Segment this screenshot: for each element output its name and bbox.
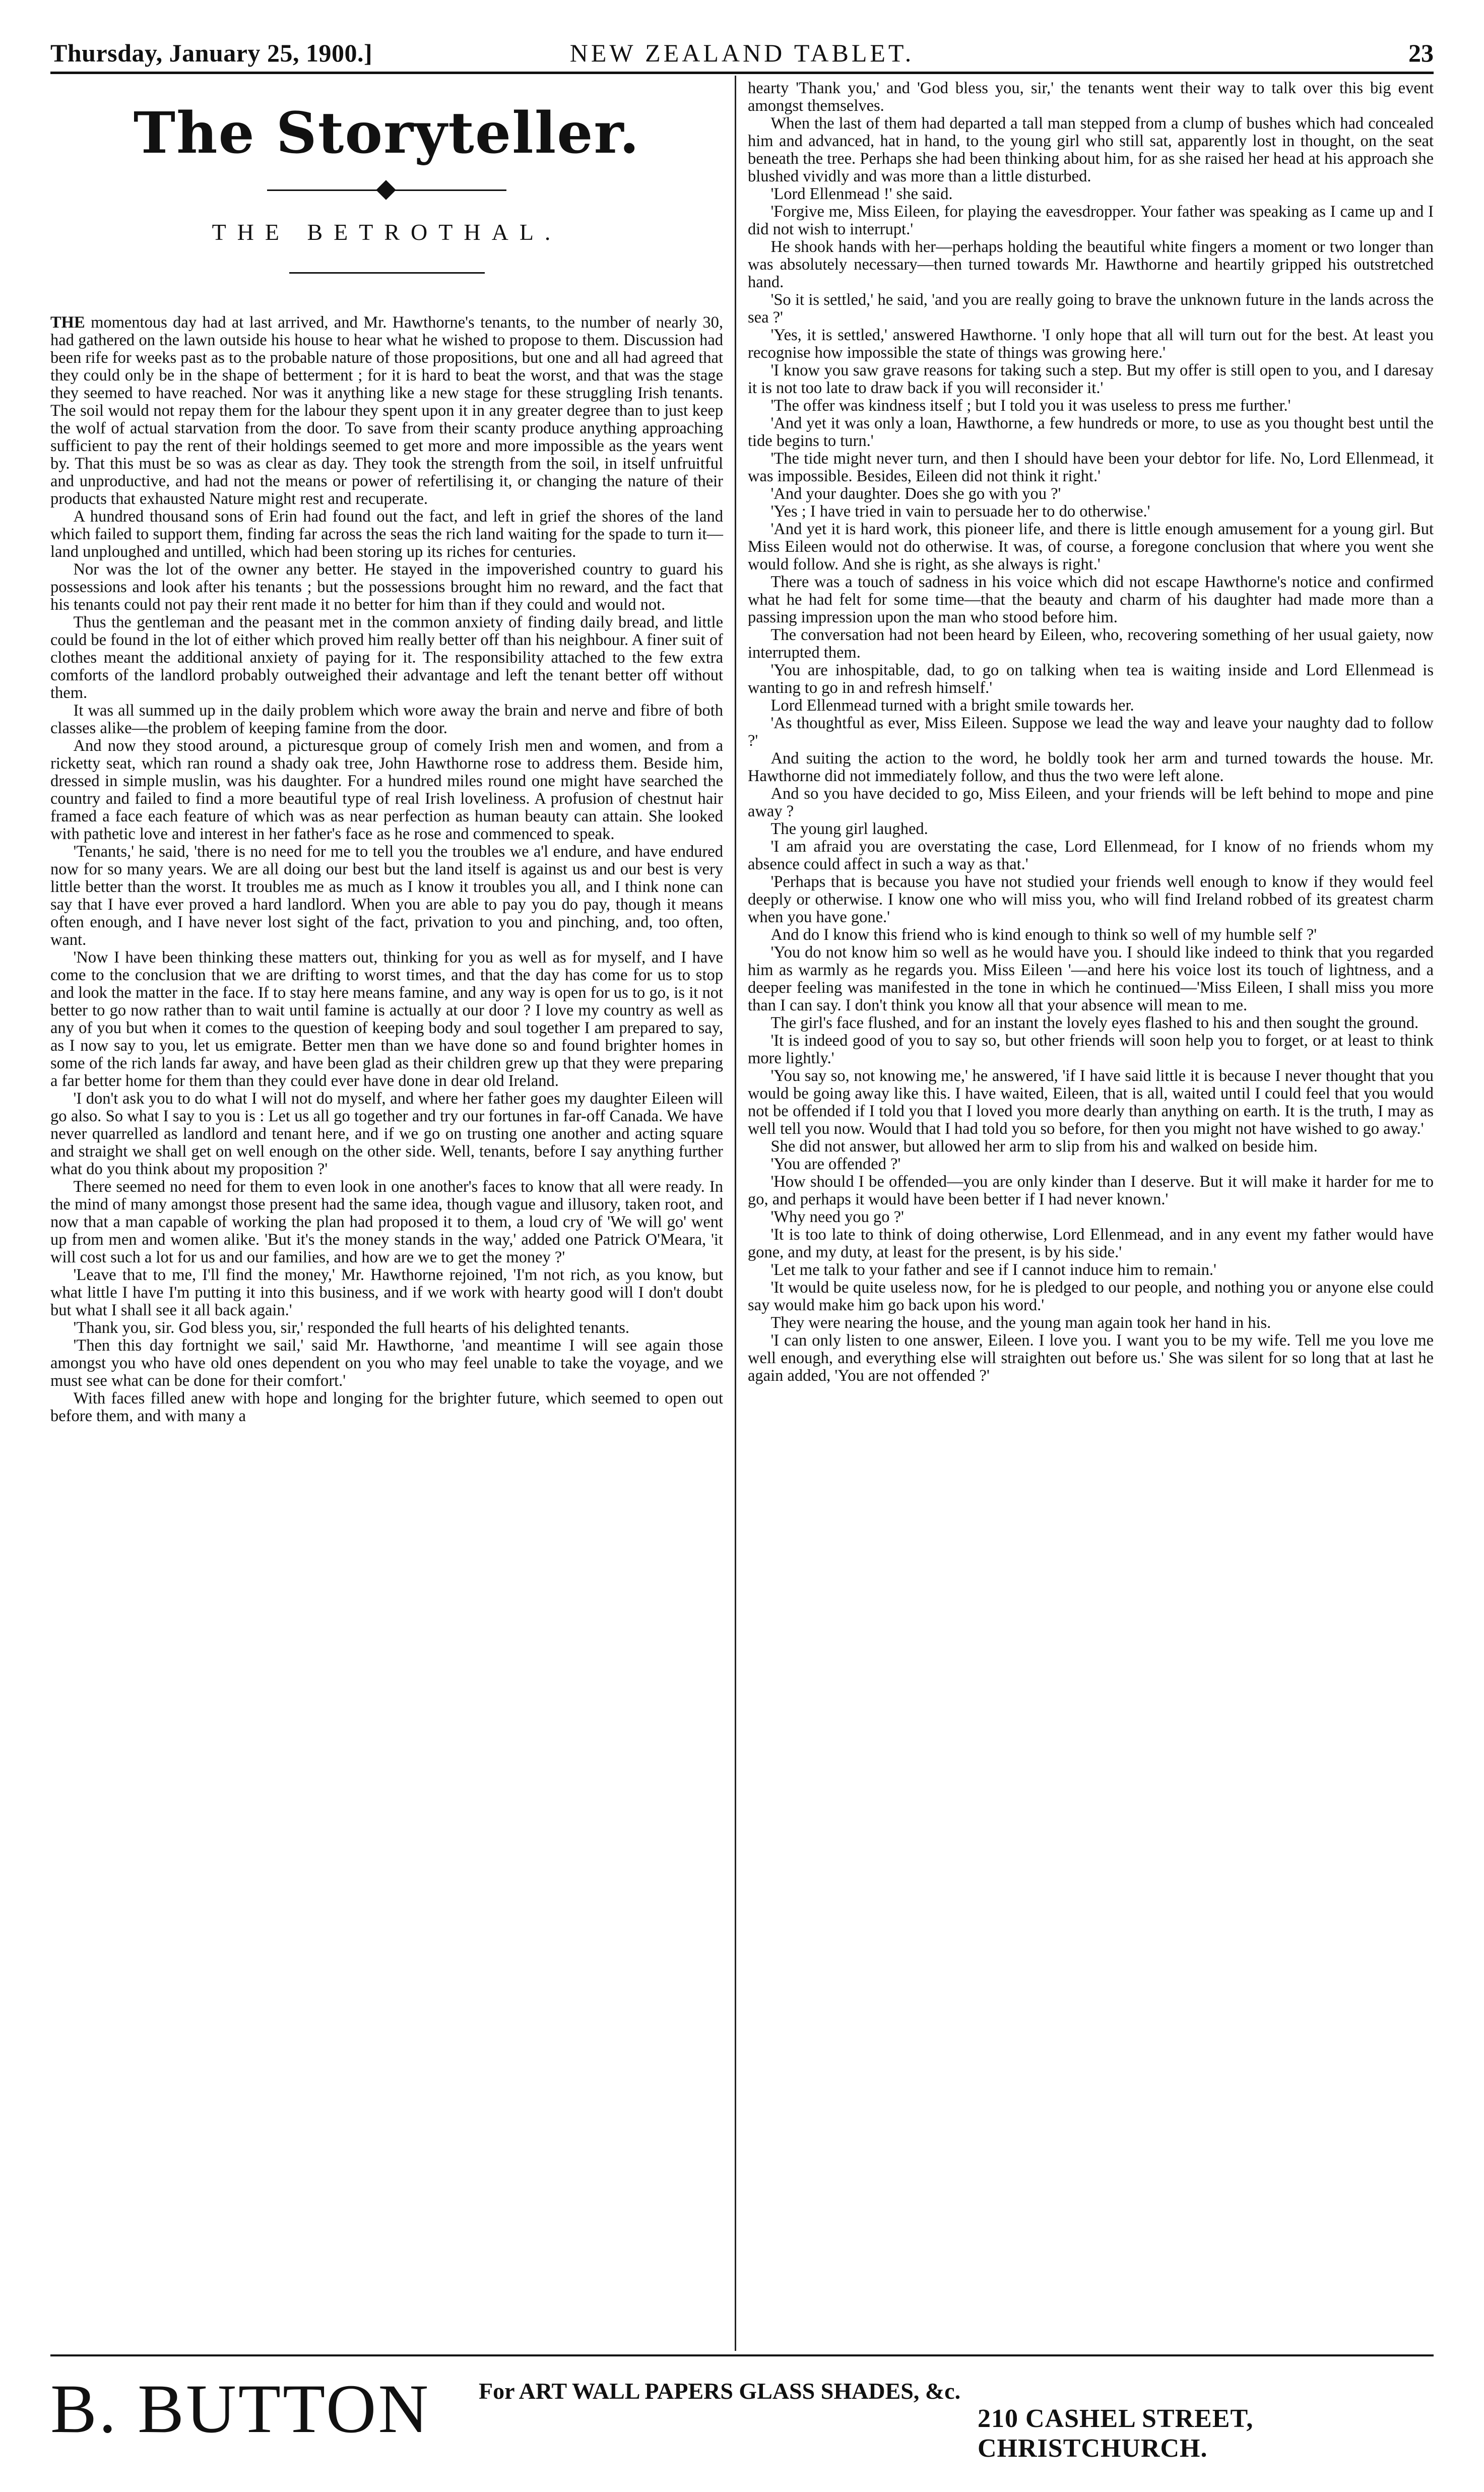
paragraph: They were nearing the house, and the young man again took her hand in his.	[770, 1314, 1271, 1332]
paragraph: 'Tenants,' he said, 'there is no need for me to tell you the troubles we a'l endure, and have endured now for so many years. We are all doing our best but the land itself is against us and our best is very little better than the worst. It troubles me as much as I know it troubles you all, and I think none can say that I have ever proved a hard landlord. When you are able to pay you do pay, though it means often enough, and I have never lost sight of the fact, privation to you and pinching, and, too often, want.	[50, 843, 723, 949]
paragraph: 'Yes ; I have tried in vain to persuade her to do otherwise.'	[770, 502, 1150, 521]
paragraph: 'As thoughtful as ever, Miss Eileen. Suppose we lead the way and leave your naughty dad to follow ?'	[748, 714, 1434, 750]
paragraph: 'Perhaps that is because you have not studied your friends well enough to know if they would feel deeply or otherwise. I know one who will miss you, who will find Ireland robbed of its greatest charm when you have gone.'	[748, 873, 1434, 926]
ornament-rule	[50, 175, 723, 206]
page-number: 23	[1408, 39, 1434, 67]
paragraph: 'It would be quite useless now, for he is pledged to our people, and nothing you or anyone else could say would make him go back upon his word.'	[748, 1279, 1434, 1314]
right-column-text	[748, 80, 1434, 1385]
left-column	[50, 76, 723, 1425]
advertisement	[50, 2363, 1434, 2464]
paragraph: With faces filled anew with hope and longing for the brighter future, which seemed to open out before them, and with many a	[50, 1389, 723, 1425]
footer-rule	[50, 2354, 1434, 2356]
paragraph: 'And your daughter. Does she go with you ?'	[770, 485, 1061, 503]
column-divider	[735, 76, 736, 2351]
paragraph: 'Now I have been thinking these matters out, thinking for you as well as for myself, and I have come to the conclusion that we are drifting to worst times, and that the day has come for us to stop and look the matter in the face. If to stay here means famine, and any way is open for us to go, is it not better to go now rather than to wait until famine is actually at our door ? I love my country as well as any of you but when it comes to the question of keeping body and soul together I am prepared to say, as I now say to you, let us emigrate. Better men than we have done so and found brighter homes in some of the rich lands far away, and have been glad as their children grew up that they were preparing a far better home for them than they could ever have done in dear old Ireland.	[50, 948, 723, 1090]
title-rule	[289, 272, 485, 274]
paragraph: And do I know this friend who is kind enough to think so well of my humble self ?'	[770, 926, 1317, 944]
paragraph: 'I know you saw grave reasons for taking such a step. But my offer is still open to you, and I daresay it is not too late to draw back if you will reconsider it.'	[748, 361, 1434, 397]
paragraph: 'And yet it is hard work, this pioneer life, and there is little enough amusement for a young girl. But Miss Eileen would not do otherwise. It was, of course, a foregone conclusion that where you went she would follow. And she is right, as she always is right.'	[748, 520, 1434, 573]
paragraph-text: momentous day had at last arrived, and Mr. Hawthorne's tenants, to the number of nearly 30, had gathered on the lawn outside his house to hear what he wished to propose to them. Discussion had been rife for weeks past as to the probable nature of those propositions, but one and all had agreed that they could only be in the shape of betterment ; for it is hard to beat the worst, and that was the stage they seemed to have reached. Nor was it anything like a new stage for these struggling Irish tenants. The soil would not repay them for the labour they spent upon it in any greater degree than to just keep the wolf of actual starvation from the door. To save from their scanty produce anything approaching sufficient to pay the rent of their holdings seemed to get more and more impossible as the years went by. That this must be so was as clear as day. They took the strength from the soil, in itself unfruitful and unproductive, and had not the means or power of refertilising it, or changing the nature of their products that exhausted Nature might rest and recuperate.	[50, 313, 724, 508]
right-column	[748, 80, 1434, 1385]
paragraph: 'Leave that to me, I'll find the money,' Mr. Hawthorne rejoined, 'I'm not rich, as you know, but what little I have I'm putting it into this business, and if we work with hearty good will I don't doubt but what I shall see it all back again.'	[50, 1266, 723, 1319]
lead-word: THE	[50, 313, 85, 332]
paragraph: 'Thank you, sir. God bless you, sir,' responded the full hearts of his delighted tenants.	[73, 1319, 629, 1337]
paragraph: 'Lord Ellenmead !' she said.	[770, 185, 953, 203]
paragraph: Nor was the lot of the owner any better. He stayed in the impoverished country to guard his possessions and look after his tenants ; but the possessions brought him no reward, and the fact that his tenants could not pay their rent made it no better for him than if they could and would not.	[50, 560, 723, 614]
paragraph: There seemed no need for them to even look in one another's faces to know that all were ready. In the mind of many amongst those present had the same idea, though vague and illusory, taken root, and now that a man capable of working the plan had proposed it to them, a loud cry of 'We will go' went up from men and women alike. 'But it's the money stands in the way,' added one Patrick O'Meara, 'it will cost such a lot for us and our families, and how are we to get the money ?'	[50, 1178, 723, 1266]
paragraph: 'You are offended ?'	[770, 1155, 901, 1173]
paragraph: 'I can only listen to one answer, Eileen. I love you. I want you to be my wife. Tell me you love me well enough, and everything else will straighten out before us.' She was silent for so long that at last he again added, 'You are not offended ?'	[748, 1331, 1434, 1385]
paragraph: He shook hands with her—perhaps holding the beautiful white fingers a moment or two longer than was absolutely necessary—then turned towards Mr. Hawthorne and heartily gripped his outstretched hand.	[748, 238, 1434, 291]
story-title: THE BETROTHAL.	[212, 219, 562, 245]
paragraph: And so you have decided to go, Miss Eileen, and your friends will be left behind to mope and pine away ?	[748, 785, 1434, 820]
paragraph: The girl's face flushed, and for an instant the lovely eyes flashed to his and then sought the ground.	[770, 1014, 1419, 1032]
paragraph: 'It is too late to think of doing otherwise, Lord Ellenmead, and in any event my father would have gone, and my duty, at least for the present, is by his side.'	[748, 1226, 1434, 1261]
running-head	[50, 29, 1434, 75]
paragraph: There was a touch of sadness in his voice which did not escape Hawthorne's notice and confirmed what he had felt for some time—that the beauty and charm of his daughter had made more than a passing impression upon the man who stood before him.	[748, 573, 1434, 626]
paragraph: 'Forgive me, Miss Eileen, for playing the eavesdropper. Your father was speaking as I came up and I did not wish to interrupt.'	[748, 203, 1434, 238]
section-title: The Storyteller.	[133, 100, 640, 166]
paragraph: 'I don't ask you to do what I will not do myself, and where her father goes my daughter Eileen will go also. So what I say to you is : Let us all go together and try our fortunes in far-off Canada. We have never quarrelled as landlord and tenant here, and if we go on trusting one another and acting square and straight we shall get on well enough on the other side. Well, tenants, before I say anything further what do you think about my proposition ?'	[50, 1090, 723, 1178]
paragraph	[50, 314, 723, 508]
paragraph: A hundred thousand sons of Erin had found out the fact, and left in grief the shores of the land which failed to support them, finding far across the seas the rich land waiting for the spade to turn it—land unploughed and untilled, which had been storing up its riches for centuries.	[50, 507, 723, 561]
paragraph: 'You say so, not knowing me,' he answered, 'if I have said little it is because I never thought that you would be going away like this. I have waited, Eileen, that is all, waited until I could feel that you would not be offended if I told you that I loved you more dearly than anything on earth. It is the truth, I may as well tell you now. Would that I had told you so before, for then you might not have wished to go away.'	[748, 1067, 1434, 1138]
paragraph: 'How should I be offended—you are only kinder than I deserve. But it will make it harder for me to go, and perhaps it would have been better if I had never known.'	[748, 1173, 1434, 1208]
advertiser-name: B. BUTTON	[50, 2370, 431, 2447]
paragraph: hearty 'Thank you,' and 'God bless you, sir,' the tenants went their way to talk over this big event amongst themselves.	[748, 79, 1434, 115]
paragraph: 'Then this day fortnight we sail,' said Mr. Hawthorne, 'and meantime I will see again those amongst you who have old ones dependent on you who may feel unable to take the voyage, and we must see what can be done for their comfort.'	[50, 1336, 723, 1390]
paragraph: It was all summed up in the daily problem which wore away the brain and nerve and fibre of both classes alike—the problem of keeping famine from the door.	[50, 701, 723, 737]
header-rule	[50, 72, 1434, 74]
issue-date: Thursday, January 25, 1900.]	[50, 39, 373, 67]
paragraph: And now they stood around, a picturesque group of comely Irish men and women, and from a ricketty seat, which ran round a shady oak tree, John Hawthorne rose to address them. Beside him, dressed in simple muslin, was his daughter. For a hundred miles round one might have searched the country and failed to find a more beautiful type of real Irish loveliness. A profusion of chestnut hair framed a face each feature of which was as near perfection as human beauty can attain. She looked with pathetic love and interest in her father's face as he rose and commenced to speak.	[50, 737, 723, 843]
paragraph: And suiting the action to the word, he boldly took her arm and turned towards the house. Mr. Hawthorne did not immediately follow, and thus the two were left alone.	[748, 749, 1434, 785]
paragraph: 'You do not know him so well as he would have you. I should like indeed to think that you regarded him as warmly as he regards you. Miss Eileen '—and here his voice lost its touch of lightness, and a deeper feeling was manifested in the tone in which he continued—'Miss Eileen, I shall miss you more than I can say. I don't think you know all that your absence will mean to me.	[748, 943, 1434, 1014]
advertisement-products: For ART WALL PAPERS GLASS SHADES, &c.	[479, 2378, 961, 2404]
paragraph: 'Let me talk to your father and see if I cannot induce him to remain.'	[770, 1261, 1216, 1279]
paragraph: 'The tide might never turn, and then I should have been your debtor for life. No, Lord Ellenmead, it was impossible. Besides, Eileen did not think it right.'	[748, 450, 1434, 485]
paragraph: 'It is indeed good of you to say so, but other friends will soon help you to forget, or at least to think more lightly.'	[748, 1032, 1434, 1067]
paragraph: 'So it is settled,' he said, 'and you are really going to brave the unknown future in the lands across the sea ?'	[748, 291, 1434, 327]
paragraph: The conversation had not been heard by Eileen, who, recovering something of her usual gaiety, now interrupted them.	[748, 626, 1434, 662]
left-column-text	[50, 314, 723, 1425]
advertisement-address: 210 CASHEL STREET, CHRISTCHURCH.	[978, 2404, 1254, 2463]
diamond-icon	[376, 180, 396, 200]
paragraph: 'And yet it was only a loan, Hawthorne, a few hundreds or more, to use as you thought best until the tide begins to turn.'	[748, 414, 1434, 450]
paragraph: Lord Ellenmead turned with a bright smile towards her.	[770, 696, 1134, 715]
paragraph: 'Why need you go ?'	[770, 1208, 904, 1226]
paragraph: She did not answer, but allowed her arm to slip from his and walked on beside him.	[770, 1137, 1318, 1156]
paragraph: Thus the gentleman and the peasant met in the common anxiety of finding daily bread, and little could be found in the lot of either which proved him really better off than his neighbour. A finer suit of clothes meant the additional anxiety of paying for it. The responsibility attached to the few extra comforts of the landlord probably outweighed their advantage and left the tenant better off without them.	[50, 613, 723, 702]
paragraph: 'I am afraid you are overstating the case, Lord Ellenmead, for I know of no friends whom my absence could affect in such a way as that.'	[748, 838, 1434, 873]
paragraph: 'You are inhospitable, dad, to go on talking when tea is waiting inside and Lord Ellenmead is wanting to go in and refresh himself.'	[748, 661, 1434, 697]
paragraph: When the last of them had departed a tall man stepped from a clump of bushes which had concealed him and advanced, hat in hand, to the young girl who still sat, apparently lost in thought, on the seat beneath the tree. Perhaps she had been thinking about him, for as she raised her head at his approach she blushed vividly and was more than a little disturbed.	[748, 114, 1434, 185]
paragraph: The young girl laughed.	[770, 820, 928, 838]
newspaper-title: NEW ZEALAND TABLET.	[569, 39, 915, 67]
paragraph: 'The offer was kindness itself ; but I told you it was useless to press me further.'	[770, 397, 1291, 415]
paragraph: 'Yes, it is settled,' answered Hawthorne. 'I only hope that all will turn out for the best. At least you recognise how impossible the state of things was growing here.'	[748, 326, 1434, 362]
